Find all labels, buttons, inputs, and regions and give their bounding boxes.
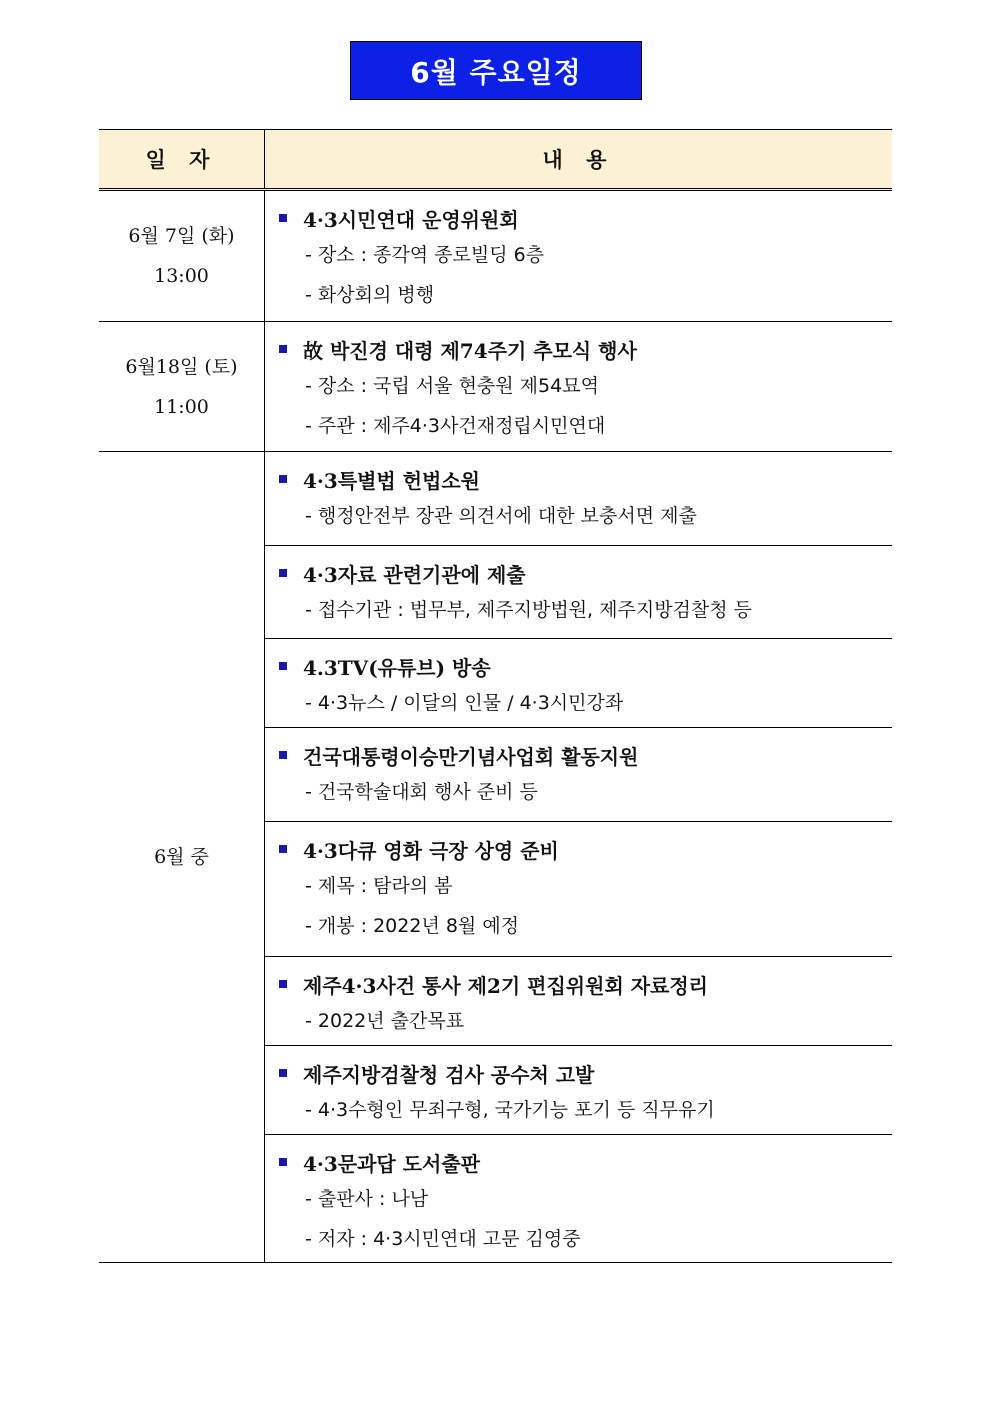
- square-bullet-icon: [279, 980, 287, 988]
- item-cell: [265, 1135, 893, 1263]
- item-title: 故 박진경 대령 제74주기 추모식 행사: [279, 332, 892, 366]
- item-cell: [265, 822, 893, 957]
- item-cell: [265, 639, 893, 728]
- item-cell: [265, 322, 893, 452]
- item-detail: - 화상회의 병행: [305, 284, 435, 306]
- item-detail: - 장소 : 종각역 종로빌딩 6층: [305, 244, 545, 266]
- item-detail: - 주관 : 제주4·3사건재정립시민연대: [305, 415, 606, 437]
- item-title: 4·3다큐 영화 극장 상영 준비: [279, 832, 892, 866]
- square-bullet-icon: [279, 751, 287, 759]
- item-detail: - 4·3수형인 무죄구형, 국가기능 포기 등 직무유기: [305, 1099, 715, 1121]
- date-text: 6월 중: [154, 846, 209, 868]
- item-cell: [265, 546, 893, 639]
- item-cell: [265, 190, 893, 322]
- item-detail: - 4·3뉴스 / 이달의 인물 / 4·3시민강좌: [305, 692, 624, 714]
- table-row: [99, 190, 892, 322]
- item-detail: - 출판사 : 나남: [305, 1188, 429, 1210]
- header-date: 일 자: [99, 130, 265, 190]
- square-bullet-icon: [279, 569, 287, 577]
- item-title: 4·3문과답 도서출판: [279, 1145, 892, 1179]
- item-cell: [265, 1046, 893, 1135]
- item-title: 건국대통령이승만기념사업회 활동지원: [279, 738, 892, 772]
- date-cell: [99, 322, 265, 452]
- square-bullet-icon: [279, 1158, 287, 1166]
- item-detail: - 2022년 출간목표: [305, 1010, 465, 1032]
- item-title: 4·3시민연대 운영위원회: [279, 201, 892, 235]
- item-detail: - 건국학술대회 행사 준비 등: [305, 781, 538, 803]
- date-cell: [99, 452, 265, 1263]
- item-title: 4·3특별법 헌법소원: [279, 462, 892, 496]
- item-title: 4.3TV(유튜브) 방송: [279, 649, 892, 683]
- square-bullet-icon: [279, 1069, 287, 1077]
- item-detail: - 개봉 : 2022년 8월 예정: [305, 915, 520, 937]
- schedule-table: [99, 129, 892, 1263]
- item-cell: [265, 957, 893, 1046]
- table-header-row: [99, 130, 892, 190]
- item-detail: - 접수기관 : 법무부, 제주지방법원, 제주지방검찰청 등: [305, 599, 753, 621]
- date-text: 6월 7일 (화): [128, 225, 235, 247]
- item-detail: - 장소 : 국립 서울 현충원 제54묘역: [305, 375, 599, 397]
- square-bullet-icon: [279, 845, 287, 853]
- item-cell: [265, 728, 893, 822]
- page-title: 6월 주요일정: [350, 41, 642, 100]
- square-bullet-icon: [279, 214, 287, 222]
- square-bullet-icon: [279, 475, 287, 483]
- date-cell: [99, 190, 265, 322]
- time-text: 11:00: [154, 395, 209, 418]
- table-row: [99, 452, 892, 546]
- time-text: 13:00: [154, 265, 209, 287]
- table-row: [99, 322, 892, 452]
- item-title: 제주지방검찰청 검사 공수처 고발: [279, 1056, 892, 1090]
- item-detail: - 행정안전부 장관 의견서에 대한 보충서면 제출: [305, 505, 697, 527]
- header-content: 내 용: [265, 130, 893, 190]
- item-title: 제주4·3사건 통사 제2기 편집위원회 자료정리: [279, 967, 892, 1001]
- square-bullet-icon: [279, 345, 287, 353]
- item-detail: - 제목 : 탐라의 봄: [305, 875, 453, 897]
- item-title: 4·3자료 관련기관에 제출: [279, 556, 892, 590]
- item-cell: [265, 452, 893, 546]
- item-detail: - 저자 : 4·3시민연대 고문 김영중: [305, 1228, 581, 1250]
- square-bullet-icon: [279, 662, 287, 670]
- date-text: 6월18일 (토): [125, 355, 238, 378]
